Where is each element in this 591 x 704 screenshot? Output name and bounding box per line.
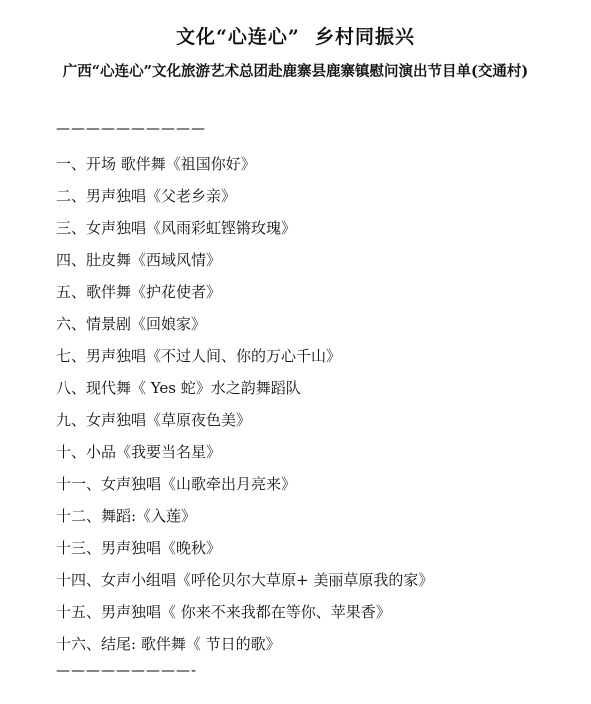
- program-item: 十三、男声独唱《晚秋》: [56, 539, 222, 557]
- program-item: 七、男声独唱《不过人间、你的万心千山》: [56, 347, 342, 365]
- program-item: 十一、女声独唱《山歌牵出月亮来》: [56, 475, 297, 493]
- program-item: 十六、结尾: 歌伴舞《 节日的歌》: [56, 635, 281, 653]
- program-item: 十二、舞蹈:《入莲》: [56, 507, 197, 525]
- program-item: 四、肚皮舞《西域风情》: [56, 251, 222, 269]
- top-divider: ——————————: [56, 121, 206, 137]
- program-item: 一、开场 歌伴舞《祖国你好》: [56, 155, 256, 173]
- program-item: 十四、女声小组唱《呼伦贝尔大草原+ 美丽草原我的家》: [56, 571, 434, 589]
- program-item: 三、女声独唱《风雨彩虹铿锵玫瑰》: [56, 219, 297, 237]
- program-item: 九、女声独唱《草原夜色美》: [56, 411, 252, 429]
- document-subtitle: 广西“心连心”文化旅游艺术总团赴鹿寨县鹿寨镇慰问演出节目单(交通村): [62, 63, 529, 80]
- bottom-divider: —————————-: [56, 663, 198, 679]
- program-item: 八、现代舞《 Yes 蛇》水之韵舞蹈队: [56, 379, 301, 397]
- program-item: 五、歌伴舞《护花使者》: [56, 283, 222, 301]
- program-item: 十、小品《我要当名星》: [56, 443, 222, 461]
- program-list: [56, 152, 433, 664]
- document-title: 文化“心连心” 乡村同振兴: [175, 26, 416, 48]
- program-item: 二、男声独唱《父老乡亲》: [56, 187, 237, 205]
- program-item: 十五、男声独唱《 你来不来我都在等你、苹果香》: [56, 603, 391, 621]
- program-item: 六、情景剧《回娘家》: [56, 315, 207, 333]
